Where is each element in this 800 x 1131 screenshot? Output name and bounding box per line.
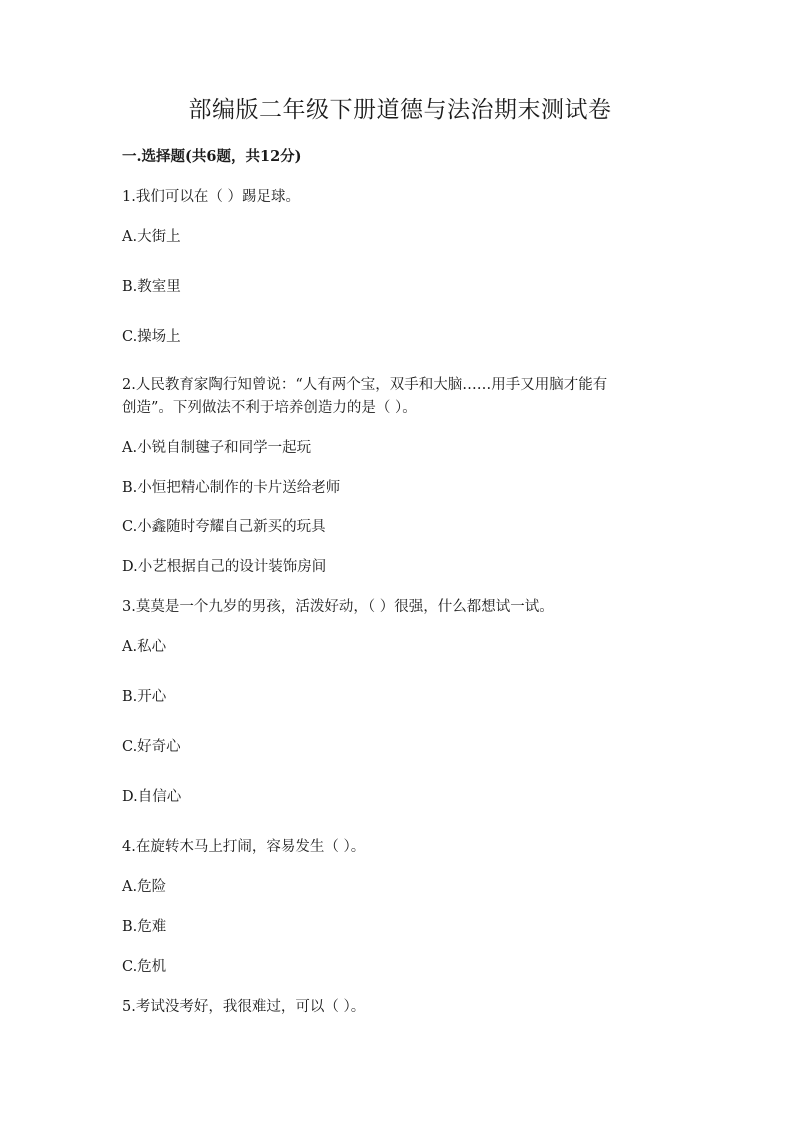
question-3-option-d: D.自信心 (122, 789, 182, 805)
question-3-option-b: B.开心 (122, 689, 167, 705)
question-3-option-a: A.私心 (122, 639, 167, 655)
page-title: 部编版二年级下册道德与法治期末测试卷 (188, 97, 612, 123)
question-1-option-c: C.操场上 (122, 329, 181, 345)
question-4-option-b: B.危难 (122, 919, 167, 935)
question-2-stem-line-1: 2.人民教育家陶行知曾说：“人有两个宝，双手和大脑……用手又用脑才能有 (122, 377, 608, 393)
question-3-option-c: C.好奇心 (122, 739, 181, 755)
question-3-stem: 3.莫莫是一个九岁的男孩，活泼好动，（ ）很强，什么都想试一试。 (122, 599, 554, 615)
question-1-option-a: A.大街上 (122, 229, 181, 245)
question-2-option-c: C.小鑫随时夸耀自己新买的玩具 (122, 519, 326, 535)
question-1-option-b: B.教室里 (122, 279, 181, 295)
question-2-option-b: B.小恒把精心制作的卡片送给老师 (122, 480, 341, 496)
section-heading: 一.选择题(共6题，共12分) (122, 148, 302, 165)
question-4-option-c: C.危机 (122, 959, 167, 975)
question-2-stem-line-2: 创造”。下列做法不利于培养创造力的是（ ）。 (122, 400, 417, 416)
question-5-stem: 5.考试没考好，我很难过，可以（ ）。 (122, 999, 366, 1015)
question-4-option-a: A.危险 (122, 879, 167, 895)
question-4-stem: 4.在旋转木马上打闹，容易发生（ ）。 (122, 839, 366, 855)
question-1-stem: 1.我们可以在（ ）踢足球。 (122, 189, 300, 205)
question-2-option-a: A.小锐自制毽子和同学一起玩 (122, 440, 312, 456)
question-2-option-d: D.小艺根据自己的设计装饰房间 (122, 559, 327, 575)
